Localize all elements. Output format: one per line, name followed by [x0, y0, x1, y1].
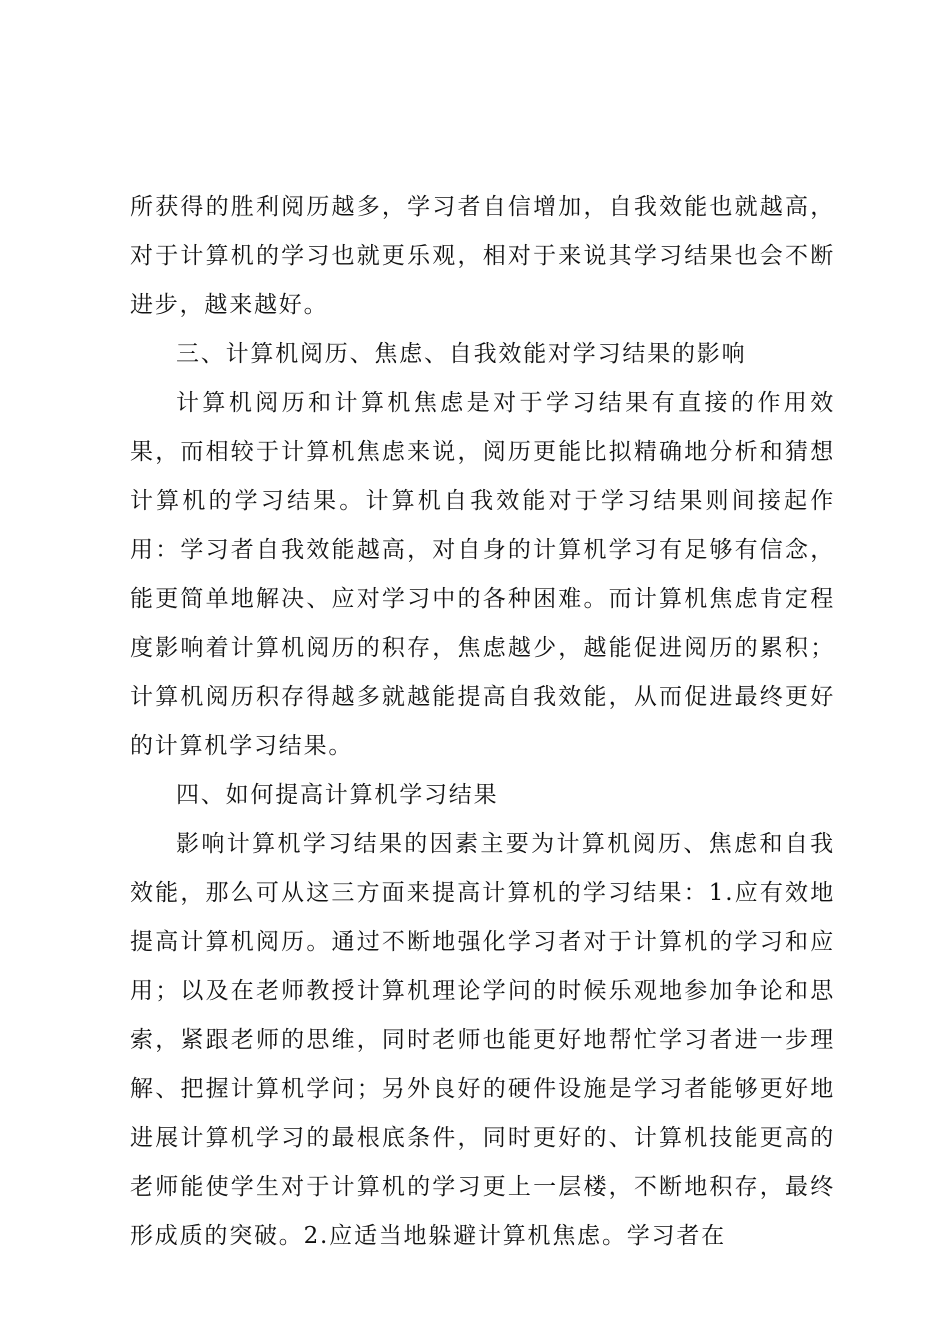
paragraph-influence: 计算机阅历和计算机焦虑是对于学习结果有直接的作用效果，而相较于计算机焦虑来说，阅历更能比拟精确地分析和猜想计算机的学习结果。计算机自我效能对于学习结果则间接起作用：学习者自我效能越高，对自身的计算机学习有足够有信念，能更简单地解决、应对学习中的各种困难。而计算机焦虑肯定程度影响着计算机阅历的积存，焦虑越少，越能促进阅历的累积；计算机阅历积存得越多就越能提高自我效能，从而促进最终更好的计算机学习结果。 — [130, 390, 835, 759]
paragraph-continuation: 所获得的胜利阅历越多，学习者自信增加，自我效能也就越高，对于计算机的学习也就更乐观，相对于来说其学习结果也会不断进步，越来越好。 — [130, 194, 835, 318]
section-heading-four: 四、如何提高计算机学习结果 — [176, 782, 499, 808]
document-body — [130, 183, 835, 1261]
section-heading-three: 三、计算机阅历、焦虑、自我效能对学习结果的影响 — [176, 341, 747, 367]
paragraph-improvement: 影响计算机学习结果的因素主要为计算机阅历、焦虑和自我效能，那么可从这三方面来提高计算机的学习结果：1.应有效地提高计算机阅历。通过不断地强化学习者对于计算机的学习和应用；以及在老师教授计算机理论学问的时候乐观地参加争论和思索，紧跟老师的思维，同时老师也能更好地帮忙学习者进一步理解、把握计算机学问；另外良好的硬件设施是学习者能够更好地进展计算机学习的最根底条件，同时更好的、计算机技能更高的老师能使学生对于计算机的学习更上一层楼，不断地积存，最终形成质的突破。2.应适当地躲避计算机焦虑。学习者在 — [130, 831, 835, 1249]
